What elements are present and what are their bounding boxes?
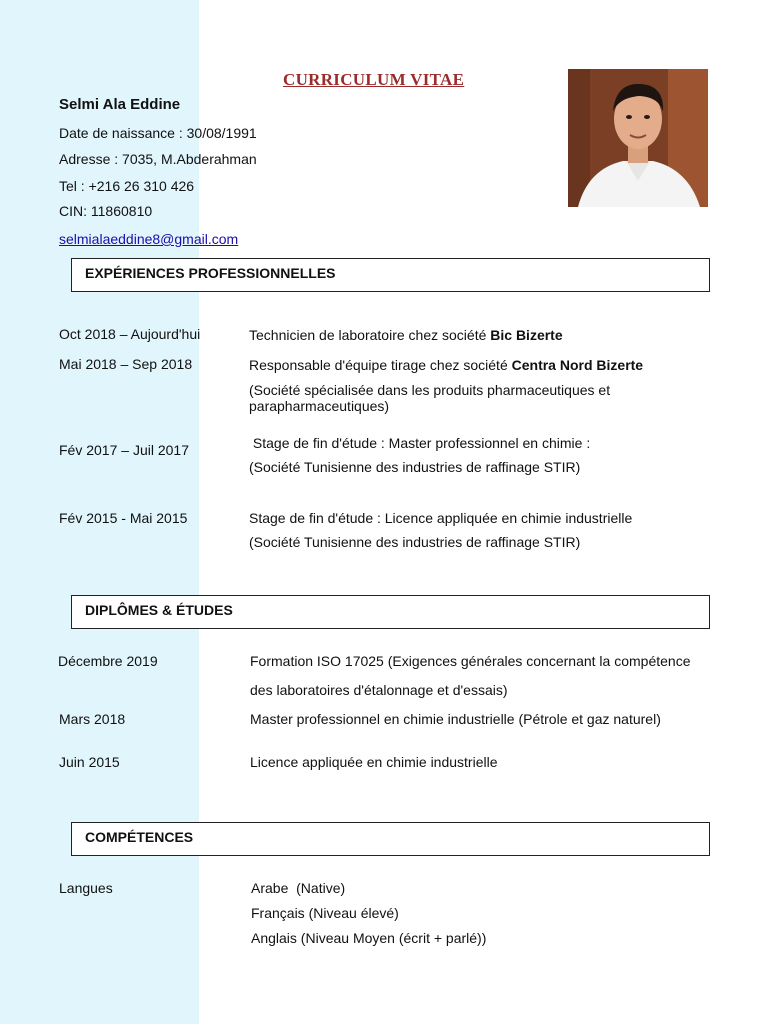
exp-date: Fév 2017 – Juil 2017 (59, 442, 189, 458)
diploma-description: Formation ISO 17025 (Exigences générales concernant la compétence (250, 653, 691, 669)
exp-detail: (Société spécialisée dans les produits pharmaceutiques et (249, 382, 611, 398)
phone: Tel : +216 26 310 426 (59, 178, 195, 194)
exp-description: Stage de fin d'étude : Master professionnel en chimie : (249, 435, 591, 451)
language-item: Arabe (Native) (251, 880, 346, 896)
diploma-date: Mars 2018 (59, 711, 126, 727)
email-link[interactable]: selmialaeddine8@gmail.com (59, 231, 239, 247)
skills-label: Langues (59, 880, 113, 896)
diploma-date: Juin 2015 (59, 754, 120, 770)
section-skills (71, 822, 710, 856)
language-item: Français (Niveau élevé) (251, 905, 399, 921)
exp-date: Fév 2015 - Mai 2015 (59, 510, 188, 526)
page-title: CURRICULUM VITAE (283, 70, 465, 89)
exp-detail: parapharmaceutiques) (249, 398, 390, 414)
language-item: Anglais (Niveau Moyen (écrit + parlé)) (251, 930, 487, 946)
exp-date: Mai 2018 – Sep 2018 (59, 356, 193, 372)
section-heading: DIPLÔMES & ÉTUDES (85, 602, 233, 618)
section-heading: COMPÉTENCES (85, 829, 194, 845)
section-experiences (71, 258, 710, 292)
cin: CIN: 11860810 (59, 203, 153, 219)
profile-photo (568, 69, 708, 207)
exp-date: Oct 2018 – Aujourd'hui (59, 326, 201, 342)
person-photo-icon (568, 69, 708, 207)
exp-description: Stage de fin d'étude : Licence appliquée en chimie industrielle (249, 510, 633, 526)
diploma-date: Décembre 2019 (58, 653, 158, 669)
exp-detail: (Société Tunisienne des industries de raffinage STIR) (249, 459, 581, 475)
birth-date: Date de naissance : 30/08/1991 (59, 125, 257, 141)
address: Adresse : 7035, M.Abderahman (59, 151, 257, 167)
section-diplomas (71, 595, 710, 629)
section-heading: EXPÉRIENCES PROFESSIONNELLES (85, 265, 336, 281)
candidate-name: Selmi Ala Eddine (59, 96, 181, 113)
diploma-description: Master professionnel en chimie industrielle (Pétrole et gaz naturel) (250, 711, 661, 727)
diploma-detail: des laboratoires d'étalonnage et d'essais) (250, 682, 508, 698)
exp-description: Technicien de laboratoire chez société Bic Bizerte (249, 327, 563, 343)
exp-description: Responsable d'équipe tirage chez société Centra Nord Bizerte (249, 357, 644, 373)
exp-detail: (Société Tunisienne des industries de raffinage STIR) (249, 534, 581, 550)
diploma-description: Licence appliquée en chimie industrielle (250, 754, 498, 770)
